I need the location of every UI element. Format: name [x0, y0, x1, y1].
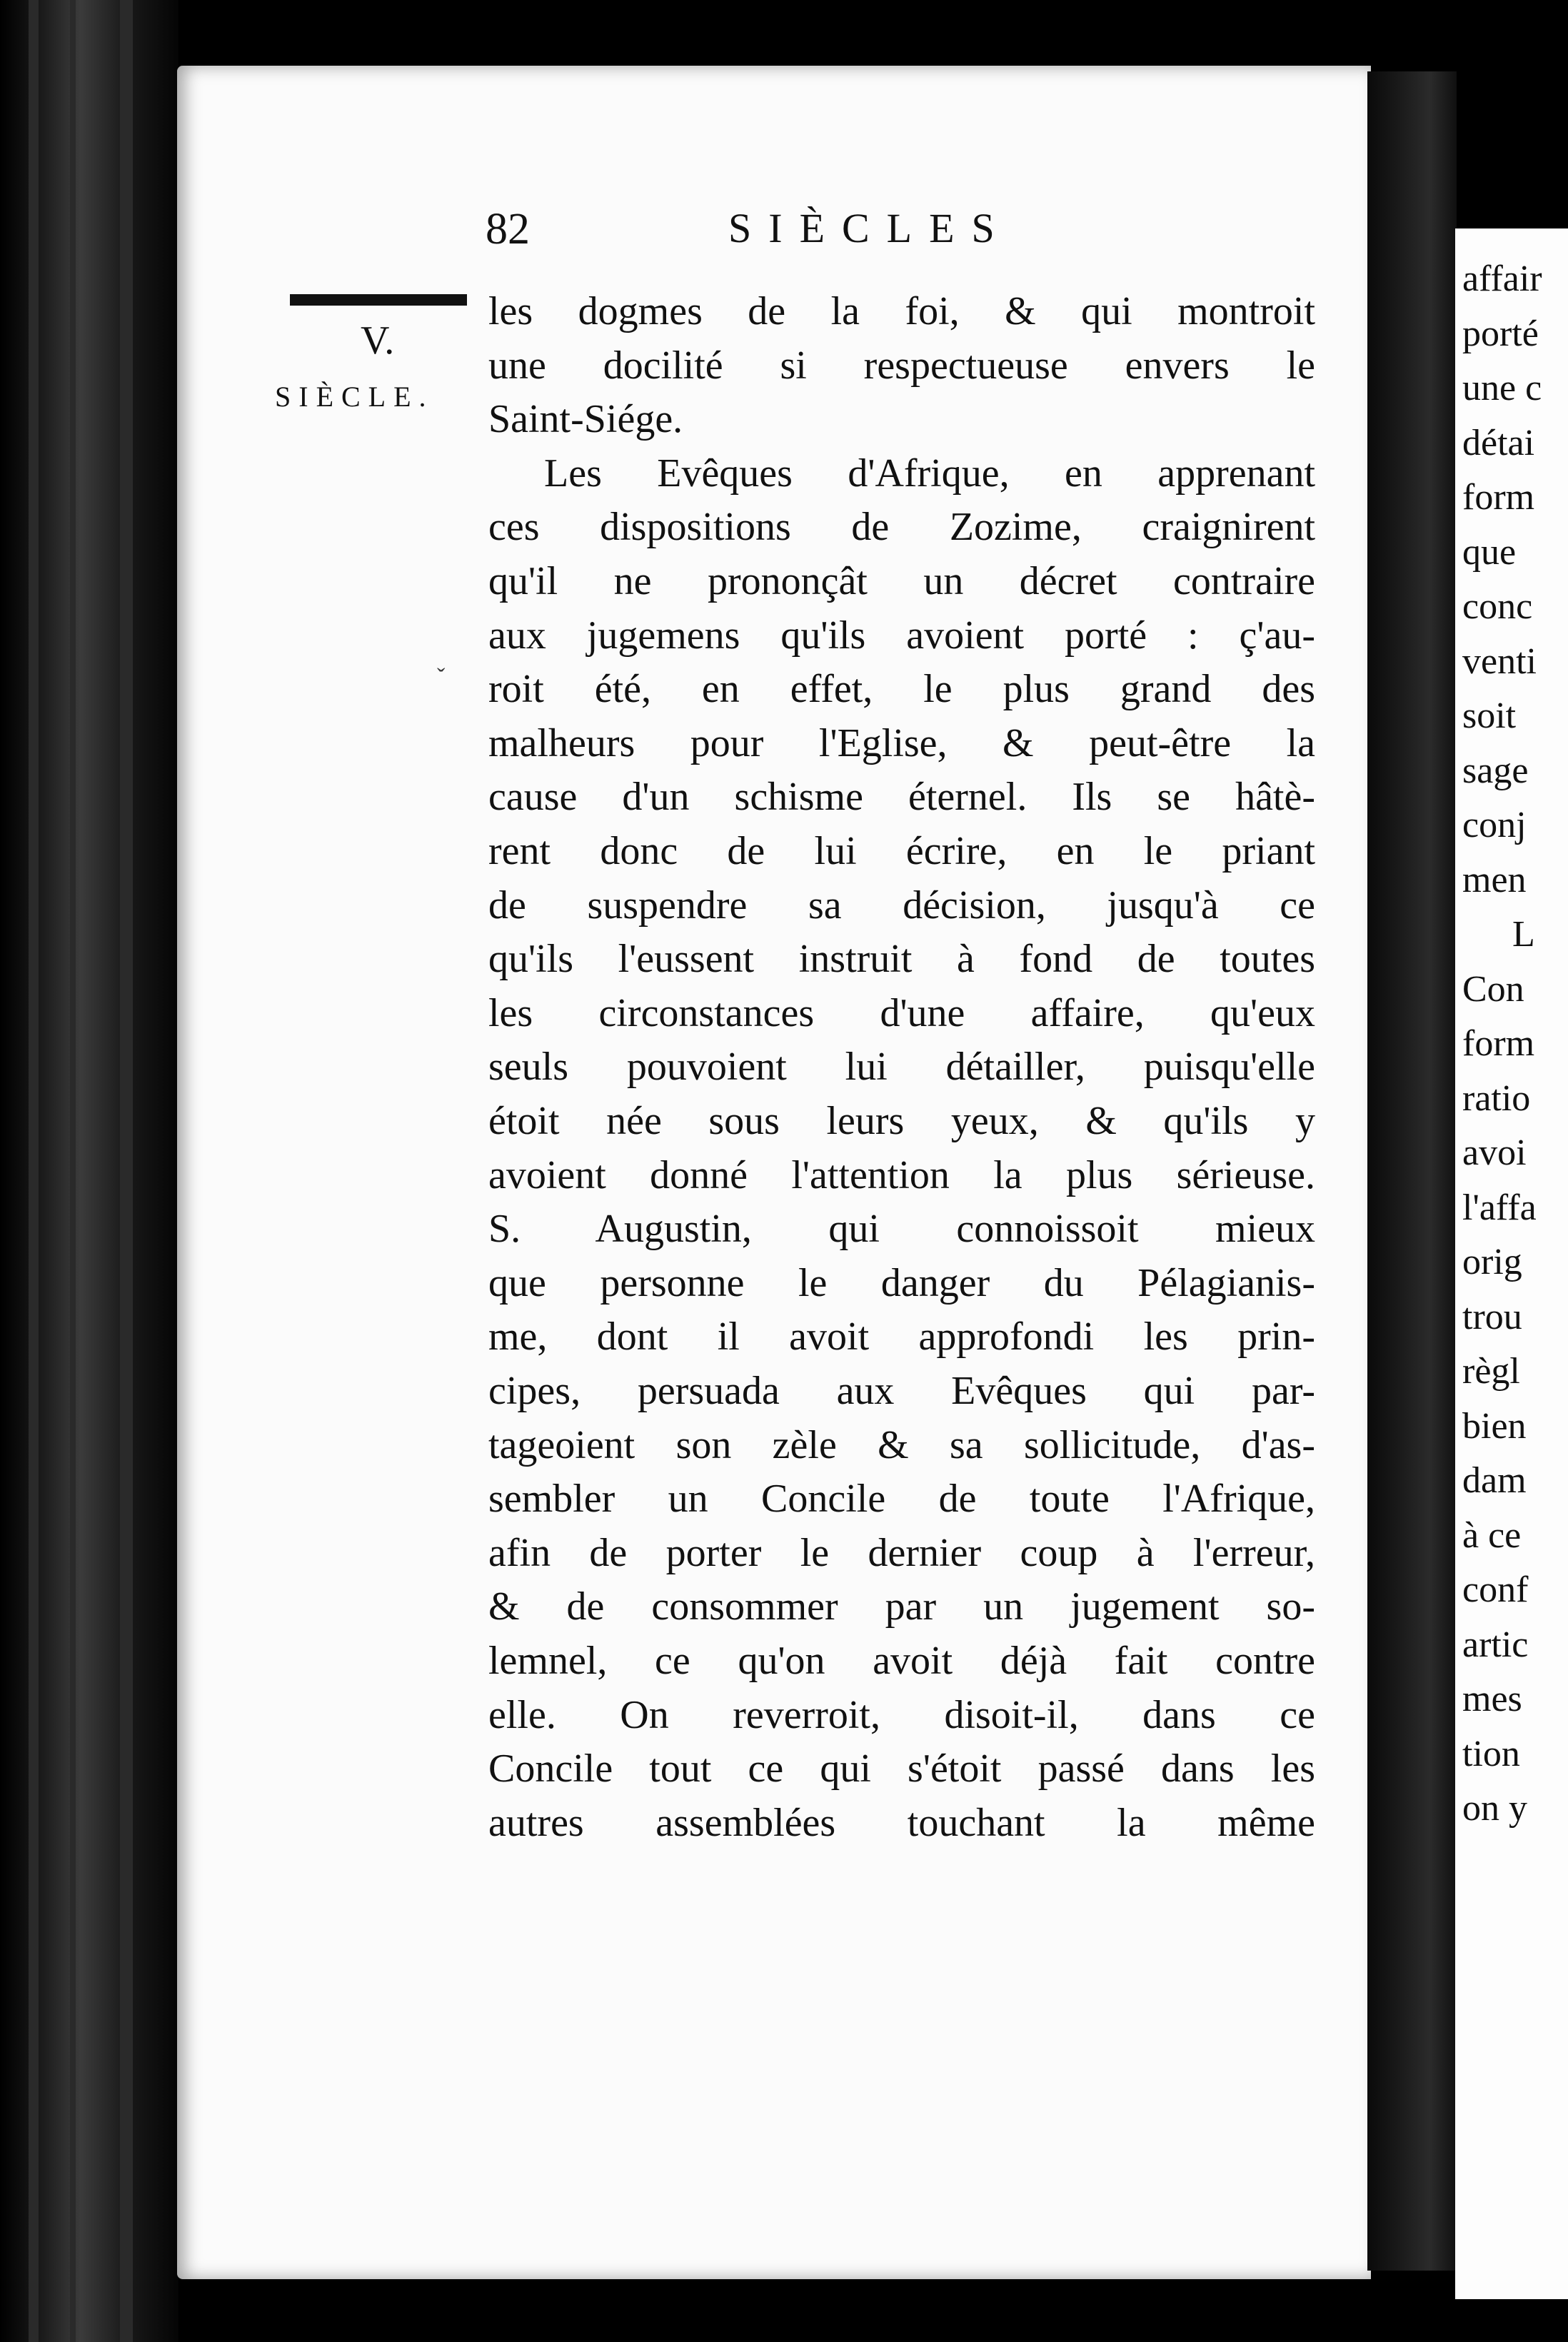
facing-page-line: porté: [1462, 313, 1539, 354]
text-line: afin de porter le dernier coup à l'erreur,: [488, 1530, 1315, 1575]
margin-rule: [290, 294, 467, 306]
facing-page-line: que: [1462, 531, 1517, 573]
facing-page-line: artic: [1462, 1624, 1529, 1665]
facing-page-line: men: [1462, 859, 1527, 900]
text-line: Les Evêques d'Afrique, en apprenant: [544, 451, 1315, 496]
page-header: [0, 204, 1568, 261]
facing-page-line: affair: [1462, 258, 1542, 299]
text-line: seuls pouvoient lui détailler, puisqu'elle: [488, 1045, 1315, 1090]
text-line: sembler un Concile de toute l'Afrique,: [488, 1477, 1315, 1522]
facing-page-line: venti: [1462, 640, 1537, 682]
text-line: & de consommer par un jugement so-: [488, 1584, 1315, 1629]
text-line: lemnel, ce qu'on avoit déjà fait contre: [488, 1639, 1315, 1683]
facing-page-line: dam: [1462, 1460, 1527, 1501]
facing-page-line: conc: [1462, 586, 1533, 627]
text-line: autres assemblées touchant la même: [488, 1800, 1315, 1845]
text-line: avoient donné l'attention la plus sérieuse.: [488, 1152, 1315, 1197]
facing-page-line: l'affa: [1462, 1187, 1537, 1228]
text-line: Saint-Siége.: [488, 397, 683, 442]
spine-streak: [120, 0, 133, 2342]
text-line: une docilité si respectueuse envers le: [488, 343, 1315, 388]
text-line: les circonstances d'une affaire, qu'eux: [488, 990, 1315, 1035]
facing-page-line: conj: [1462, 805, 1527, 845]
facing-page-line: conf: [1462, 1569, 1529, 1610]
facing-page-line: Con: [1462, 968, 1524, 1010]
text-line: cause d'un schisme éternel. Ils se hâtè-: [488, 775, 1315, 820]
facing-page-line: L: [1512, 914, 1535, 955]
page-gutter-shadow: [1367, 71, 1457, 2271]
facing-page-line: form: [1462, 1023, 1535, 1064]
facing-page-line: ratio: [1462, 1077, 1531, 1119]
text-line: Concile tout ce qui s'étoit passé dans les: [488, 1747, 1315, 1791]
facing-page-line: form: [1462, 477, 1535, 518]
spine-streak: [70, 0, 76, 2342]
facing-page-line: sage: [1462, 750, 1529, 791]
facing-page-line: avoi: [1462, 1132, 1527, 1173]
margin-siecle-label: SIÈCLE.: [275, 381, 434, 413]
text-line: aux jugemens qu'ils avoient porté : ç'au-: [488, 613, 1315, 658]
text-line: étoit née sous leurs yeux, & qu'ils y: [488, 1099, 1315, 1143]
facing-page-line: orig: [1462, 1242, 1522, 1282]
book-spine-shadow: [0, 0, 179, 2342]
text-line: qu'ils l'eussent instruit à fond de toutes: [488, 937, 1315, 982]
margin-century-label: V.: [361, 318, 395, 363]
facing-page-line: détai: [1462, 422, 1535, 463]
facing-page-line: mes: [1462, 1679, 1522, 1719]
facing-page-line: tion: [1462, 1733, 1520, 1774]
facing-page-edge: [1455, 228, 1568, 2299]
text-line: malheurs pour l'Eglise, & peut-être la: [488, 720, 1315, 765]
spine-streak: [29, 0, 39, 2342]
text-line: rent donc de lui écrire, en le priant: [488, 829, 1315, 873]
text-line: roit été, en effet, le plus grand des: [488, 667, 1315, 712]
text-line: ces dispositions de Zozime, craignirent: [488, 505, 1315, 550]
facing-page-line: soit: [1462, 695, 1517, 736]
facing-page-line: règl: [1462, 1351, 1520, 1392]
text-line: me, dont il avoit approfondi les prin-: [488, 1315, 1315, 1360]
text-line: que personne le danger du Pélagianis-: [488, 1260, 1315, 1305]
text-line: elle. On reverroit, disoit-il, dans ce: [488, 1692, 1315, 1737]
facing-page-line: on y: [1462, 1788, 1527, 1829]
text-line: S. Augustin, qui connoissoit mieux: [488, 1207, 1315, 1252]
facing-page-line: trou: [1462, 1296, 1522, 1337]
facing-page-line: une c: [1462, 368, 1542, 408]
text-line: de suspendre sa décision, jusqu'à ce: [488, 883, 1315, 928]
running-head: SIÈCLES: [728, 205, 1012, 251]
ink-mark: ˇ: [437, 664, 446, 690]
page-number: 82: [486, 205, 530, 253]
facing-page-line: à ce: [1462, 1514, 1522, 1556]
text-line: cipes, persuada aux Evêques qui par-: [488, 1369, 1315, 1413]
text-line: les dogmes de la foi, & qui montroit: [488, 289, 1315, 333]
text-line: tageoient son zèle & sa sollicitude, d'as-: [488, 1422, 1315, 1467]
facing-page-line: bien: [1462, 1405, 1527, 1447]
text-line: qu'il ne prononçât un décret contraire: [488, 559, 1315, 603]
